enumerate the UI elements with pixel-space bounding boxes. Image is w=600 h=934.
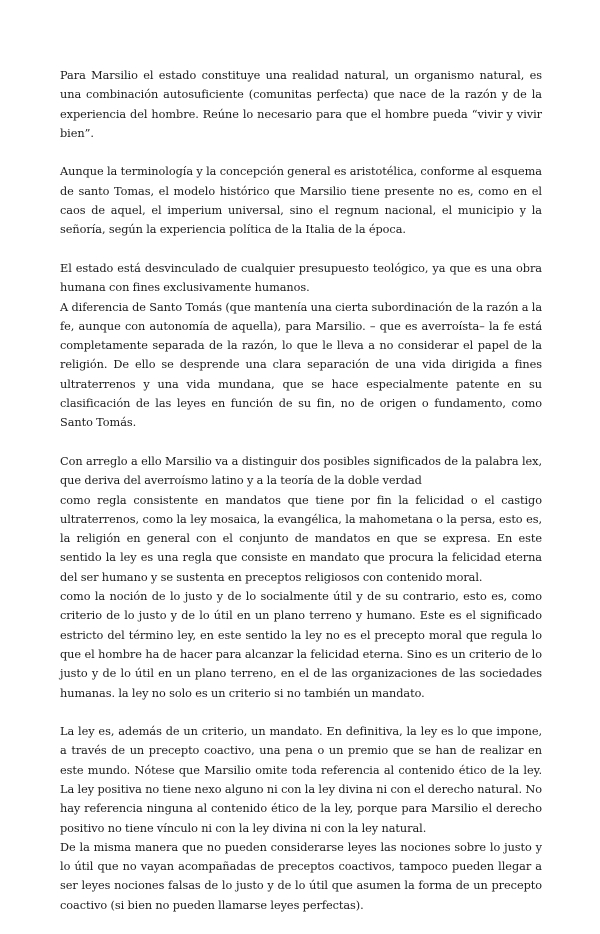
paragraph-block-2 — [60, 162, 542, 239]
paragraph-block-1 — [60, 66, 542, 143]
paragraph: Con arreglo a ello Marsilio va a distinguir dos posibles significados de la palabra lex, que deriva del averroísmo latino y a la teoría de la doble verdad — [60, 454, 542, 488]
paragraph: El estado está desvinculado de cualquier presupuesto teológico, ya que es una obra humana con fines exclusivamente humanos. — [60, 261, 542, 295]
paragraph: De la misma manera que no pueden considerarse leyes las nociones sobre lo justo y lo útil que no vayan acompañadas de preceptos coactivos, tampoco pueden llegar a ser leyes nociones falsas de lo justo y de lo útil que asumen la forma de un precepto coactivo (si bien no pueden llamarse leyes perfectas). — [60, 840, 542, 912]
paragraph-block-3 — [60, 259, 542, 433]
paragraph-block-5 — [60, 722, 542, 915]
paragraph: Aunque la terminología y la concepción general es aristotélica, conforme al esquema de santo Tomas, el modelo histórico que Marsilio tiene presente no es, como en el caos de aquel, el imperium universal, sino el regnum nacional, el municipio y la señoría, según la experiencia política de la Italia de la época. — [60, 165, 542, 237]
paragraph: La ley es, además de un criterio, un mandato. En definitiva, la ley es lo que impone, a través de un precepto coactivo, una pena o un premio que se han de realizar en este mundo. Nótese que Marsilio omite toda referencia al contenido ético de la ley. La ley positiva no tiene nexo alguno ni con la ley divina ni con el derecho natural. No hay referencia ninguna al contenido ético de la ley, porque para Marsilio el derecho positivo no tiene vínculo ni con la ley divina ni con la ley natural. — [60, 725, 542, 835]
paragraph: Para Marsilio el estado constituye una realidad natural, un organismo natural, es una combinación autosuficiente (comunitas perfecta) que nace de la razón y de la experiencia del hombre. Reúne lo necesario para que el hombre pueda “vivir y vivir bien”. — [60, 69, 542, 140]
paragraph: como la noción de lo justo y de lo socialmente útil y de su contrario, esto es, como criterio de lo justo y de lo útil en un plano terreno y humano. Este es el significado estricto del término ley, en este sentido la ley no es el precepto moral que regula lo que el hombre ha de hacer para alcanzar la felicidad eterna. Sino es un criterio de lo justo y de lo útil en un plano terreno, en el de las organizaciones de las sociedades humanas. la ley no solo es un criterio si no también un mandato. — [60, 590, 542, 700]
document-page — [60, 66, 542, 934]
paragraph: como regla consistente en mandatos que tiene por fin la felicidad o el castigo ultraterrenos, como la ley mosaica, la evangélica, la mahometana o la persa, esto es, la religión en general con el conjunto de mandatos en que se expresa. En este sentido la ley es una regla que consiste en mandato que procura la felicidad eterna del ser humano y se sustenta en preceptos religiosos con contenido moral. — [60, 493, 542, 584]
paragraph: A diferencia de Santo Tomás (que mantenía una cierta subordinación de la razón a la fe, aunque con autonomía de aquella), para Marsilio. – que es averroísta– la fe está completamente separada de la razón, lo que le lleva a no considerar el papel de la religión. De ello se desprende una clara separación de una vida dirigida a fines ultraterrenos y una vida mundana, que se hace especialmente patente en su clasificación de las leyes en función de su fin, no de origen o fundamento, como Santo Tomás. — [60, 300, 542, 430]
paragraph-block-4 — [60, 452, 542, 703]
